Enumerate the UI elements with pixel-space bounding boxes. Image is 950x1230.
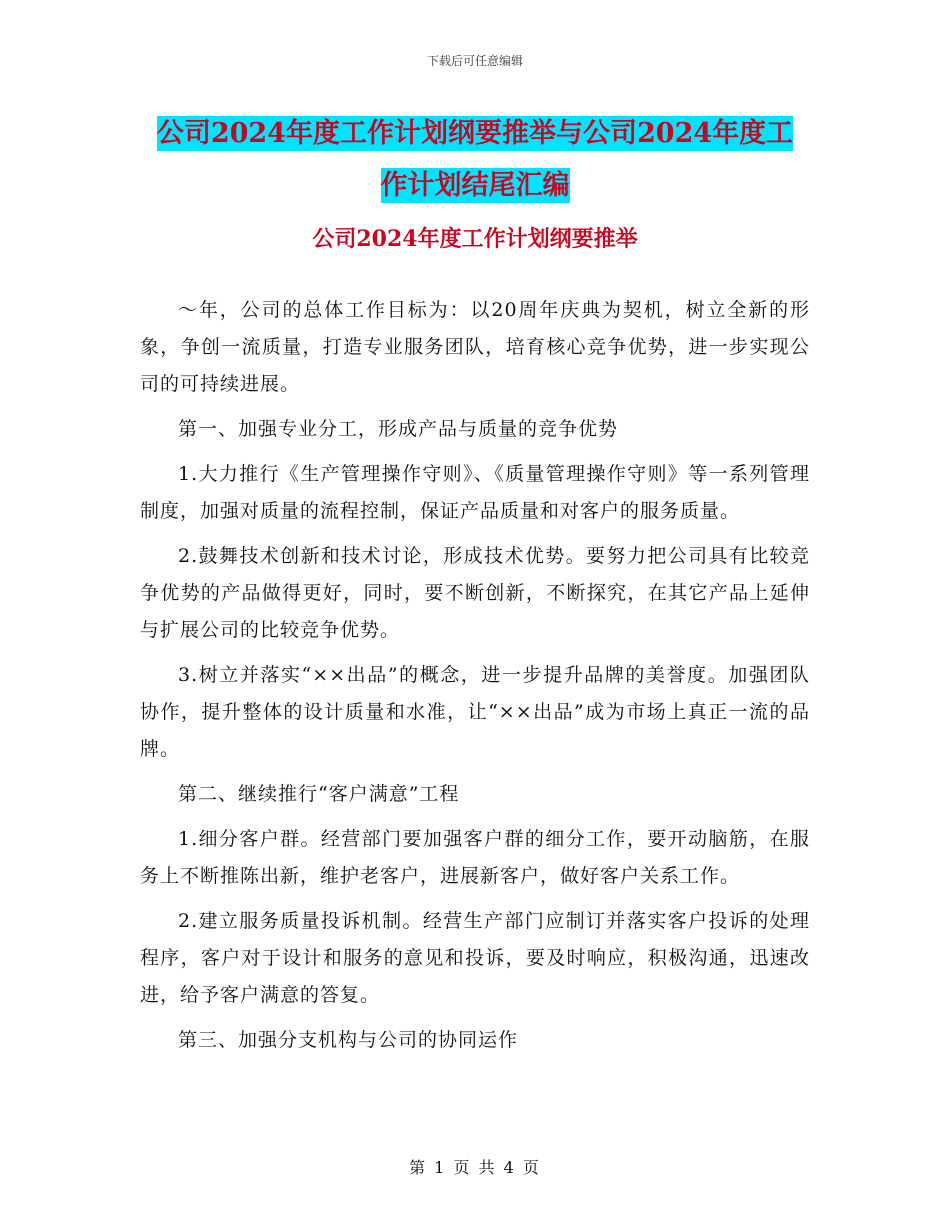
paragraph: 第二、继续推行“客户满意”工程 [178,783,460,805]
paragraph: ～年，公司的总体工作目标为：以20周年庆典为契机，树立全新的形象，争创一流质量，打造专业服务团队，培育核心竞争优势，进一步实现公司的可持续进展。 [140,299,810,395]
header-note: 下载后可任意编辑 [426,54,523,68]
paragraph: 1.大力推行《生产管理操作守则》、《质量管理操作守则》等一系列管理制度，加强对质量的流程控制，保证产品质量和对客户的服务质量。 [140,463,810,522]
paragraph: 2.鼓舞技术创新和技术讨论，形成技术优势。要努力把公司具有比较竞争优势的产品做得更好，同时，要不断创新，不断探究，在其它产品上延伸与扩展公司的比较竞争优势。 [140,545,810,641]
paragraph: 第三、加强分支机构与公司的协同运作 [178,1029,519,1051]
main-title-line-1: 公司2024年度工作计划纲要推举与公司2024年度工 [156,118,794,149]
paragraph: 3.树立并落实“××出品”的概念，进一步提升品牌的美誉度。加强团队协作，提升整体的设计质量和水准，让“××出品”成为市场上真正一流的品牌。 [140,664,810,760]
paragraph: 第一、加强专业分工，形成产品与质量的竞争优势 [178,418,619,440]
document-body [140,292,810,1059]
main-title-line-2: 作计划结尾汇编 [380,170,570,201]
paragraph: 1.细分客户群。经营部门要加强客户群的细分工作，要开动脑筋，在服务上不断推陈出新，维护老客户，进展新客户，做好客户关系工作。 [140,828,810,887]
main-title [140,108,810,212]
page-footer: 第 1 页 共 4 页 [409,1158,541,1177]
section-title: 公司2024年度工作计划纲要推举 [312,226,638,252]
paragraph: 2.建立服务质量投诉机制。经营生产部门应制订并落实客户投诉的处理程序，客户对于设计和服务的意见和投诉，要及时响应，积极沟通，迅速改进，给予客户满意的答复。 [140,910,810,1006]
